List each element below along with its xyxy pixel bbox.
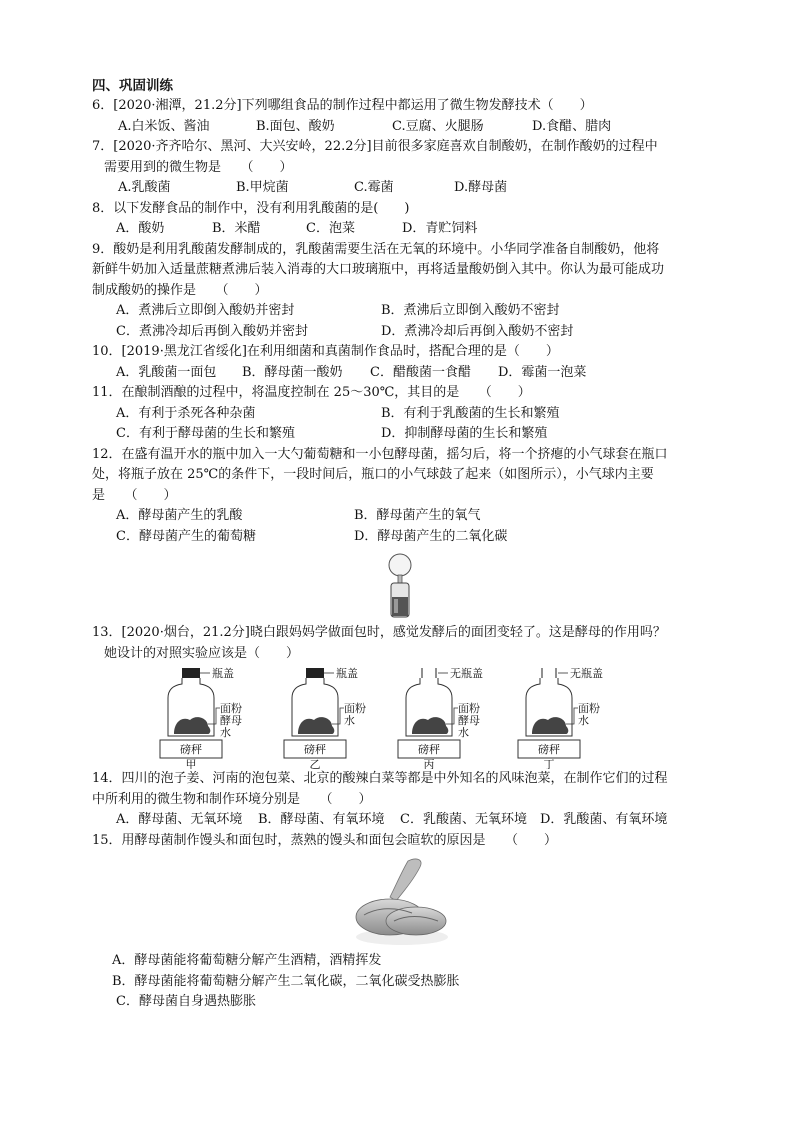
experiment-figure (92, 664, 712, 769)
lid-label: 瓶盖 (336, 667, 358, 680)
question-14-option-c: C．乳酸菌、无氧环境 (400, 812, 527, 827)
contents-label: 水 (344, 714, 355, 727)
question-12-stem-line3: 是 （ ） (92, 487, 177, 503)
lid-label: 无瓶盖 (570, 667, 603, 680)
question-9-option-a: A．煮沸后立即倒入酸奶并密封 (116, 303, 295, 318)
question-11-option-c: C．有利于酵母菌的生长和繁殖 (116, 426, 295, 441)
question-10-options (92, 363, 712, 384)
lid-label: 瓶盖 (212, 667, 234, 680)
question-8-option-b: B．米醋 (212, 221, 261, 236)
question-8-option-c: C．泡菜 (306, 221, 355, 236)
question-8-option-a: A．酸奶 (116, 221, 165, 236)
question-14-options (92, 810, 712, 831)
contents-label: 面粉 (220, 702, 242, 715)
worksheet-page (92, 76, 712, 1013)
question-14-stem-line1: 14．四川的泡子姜、河南的泡包菜、北京的酸辣白菜等都是中外知名的风味泡菜，在制作它们的过程 (92, 771, 668, 786)
question-10-option-a: A．乳酸菌一面包 (116, 364, 217, 380)
question-10-option-d: D．霉菌一泡菜 (498, 364, 587, 380)
scale-label: 磅秤 (180, 743, 202, 756)
question-14-stem-line2: 中所利用的微生物和制作环境分别是 （ ） (92, 791, 372, 807)
question-6-option-a: A.白米饭、酱油 (118, 118, 210, 134)
question-9-option-d: D．煮沸冷却后再倒入酸奶不密封 (381, 323, 574, 339)
contents-label: 面粉 (458, 702, 480, 715)
question-10-option-c: C．醋酸菌一食醋 (370, 364, 471, 380)
question-7-option-c: C.霉菌 (354, 180, 394, 195)
scale-label: 磅秤 (418, 743, 440, 756)
scale-label: 磅秤 (538, 743, 560, 756)
question-8-option-d: D．青贮饲料 (402, 221, 478, 236)
contents-label: 酵母 (458, 714, 480, 727)
question-12-option-c: C．酵母菌产生的葡萄糖 (116, 528, 256, 544)
contents-label: 水 (458, 726, 469, 739)
question-13-stem-line1: 13．[2020·烟台，21.2分]晓白跟妈妈学做面包时，感觉发酵后的面团变轻了。这是酵母的作用吗？ (92, 625, 666, 640)
question-12-option-d: D．酵母菌产生的二氧化碳 (354, 528, 508, 544)
question-9-option-b: B．煮沸后立即倒入酸奶不密封 (381, 303, 560, 318)
jar-setup-1 (160, 667, 242, 769)
question-15-option-b: B．酵母菌能将葡萄糖分解产生二氧化碳，二氧化碳受热膨胀 (112, 973, 460, 989)
question-12-options (92, 506, 712, 547)
jar-caption: 丁 (543, 758, 555, 769)
question-14-option-b: B．酵母菌、有氧环境 (258, 812, 385, 827)
question-12-option-b: B．酵母菌产生的氧气 (354, 508, 481, 523)
question-14-option-a: A．酵母菌、无氧环境 (116, 812, 243, 827)
jar-caption: 丙 (423, 758, 435, 769)
question-11-option-b: B．有利于乳酸菌的生长和繁殖 (381, 405, 560, 421)
jar-setup-3 (398, 667, 483, 769)
question-6-options (92, 117, 712, 138)
experiment-diagram (92, 664, 712, 769)
question-6-stem: 6．[2020·湘潭，21.2分]下列哪组食品的制作过程中都运用了微生物发酵技术（ ） (92, 98, 593, 113)
question-6-option-c: C.豆腐、火腿肠 (392, 118, 484, 134)
question-11-stem: 11．在酿制酒酿的过程中，将温度控制在 25～30℃，其目的是 （ ） (92, 385, 531, 400)
jar-lid (306, 668, 324, 678)
dough (532, 717, 568, 734)
question-15-option-a: A．酵母菌能将葡萄糖分解产生酒精，酒精挥发 (112, 953, 382, 968)
question-6-option-b: B.面包、酸奶 (256, 118, 335, 134)
bread-figure (92, 851, 712, 951)
balloon-bottle-illustration (92, 547, 712, 623)
question-7-option-a: A.乳酸菌 (118, 180, 171, 195)
question-9-options (92, 301, 712, 342)
contents-label: 水 (220, 726, 231, 739)
contents-label: 面粉 (344, 702, 366, 715)
question-9-option-c: C．煮沸冷却后再倒入酸奶并密封 (116, 323, 308, 339)
question-9-stem-line3: 制成酸奶的操作是 （ ） (92, 282, 268, 298)
question-7-stem-line1: 7．[2020·齐齐哈尔、黑河、大兴安岭，22.2分]目前很多家庭喜欢自制酸奶，在制作酸奶的过程中 (92, 139, 658, 154)
question-6-option-d: D.食醋、腊肉 (532, 118, 612, 134)
question-7-options (92, 178, 712, 199)
balloon-bottle-figure (92, 547, 712, 623)
question-7-option-b: B.甲烷菌 (236, 180, 289, 195)
question-15-option-c: C．酵母菌自身遇热膨胀 (116, 994, 256, 1009)
dough (174, 717, 210, 734)
question-8-options (92, 219, 712, 240)
jar-caption: 乙 (309, 758, 321, 769)
question-10-option-b: B．酵母菌一酸奶 (242, 364, 343, 380)
jar-setup-4 (518, 667, 603, 769)
contents-label: 水 (578, 714, 589, 727)
question-9-stem-line1: 9．酸奶是利用乳酸菌发酵制成的，乳酸菌需要生活在无氧的环境中。小华同学准备自制酸奶，他将 (92, 241, 660, 257)
jar-setup-2 (284, 667, 366, 769)
bread-photo (92, 851, 712, 951)
jar-caption: 甲 (185, 758, 197, 769)
section-title: 四、巩固训练 (92, 78, 173, 94)
dough (412, 717, 448, 734)
question-11-options (92, 404, 712, 445)
question-11-option-a: A．有利于杀死各种杂菌 (116, 405, 256, 421)
contents-label: 面粉 (578, 702, 600, 715)
jar-lid (182, 668, 200, 678)
question-11-option-d: D．抑制酵母菌的生长和繁殖 (381, 426, 548, 441)
question-14-option-d: D．乳酸菌、有氧环境 (540, 812, 668, 827)
question-7-stem-line2: 需要用到的微生物是 （ ） (104, 159, 293, 175)
question-13-stem-line2: 她设计的对照实验应该是（ ） (104, 645, 300, 661)
question-7-option-d: D.酵母菌 (454, 180, 508, 195)
scale-label: 磅秤 (304, 743, 326, 756)
question-15-stem: 15．用酵母菌制作馒头和面包时，蒸熟的馒头和面包会暄软的原因是 （ ） (92, 832, 558, 848)
question-12-stem-line2: 处，将瓶子放在 25℃的条件下，一段时间后，瓶口的小气球鼓了起来（如图所示），小气球内主要 (92, 467, 654, 482)
contents-label: 酵母 (220, 714, 242, 727)
question-9-stem-line2: 新鲜牛奶加入适量蔗糖煮沸后装入消毒的大口玻璃瓶中，再将适量酸奶倒入其中。你认为最可能成功 (92, 262, 665, 277)
question-12-option-a: A．酵母菌产生的乳酸 (116, 508, 243, 523)
question-10-stem: 10．[2019·黑龙江省绥化]在利用细菌和真菌制作食品时，搭配合理的是（ ） (92, 344, 559, 359)
question-8-stem: 8．以下发酵食品的制作中，没有利用乳酸菌的是( ) (92, 200, 410, 216)
dough (298, 717, 334, 734)
lid-label: 无瓶盖 (450, 667, 483, 680)
question-12-stem-line1: 12．在盛有温开水的瓶中加入一大勺葡萄糖和一小包酵母菌，摇匀后，将一个挤瘪的小气球套在瓶口 (92, 446, 668, 462)
